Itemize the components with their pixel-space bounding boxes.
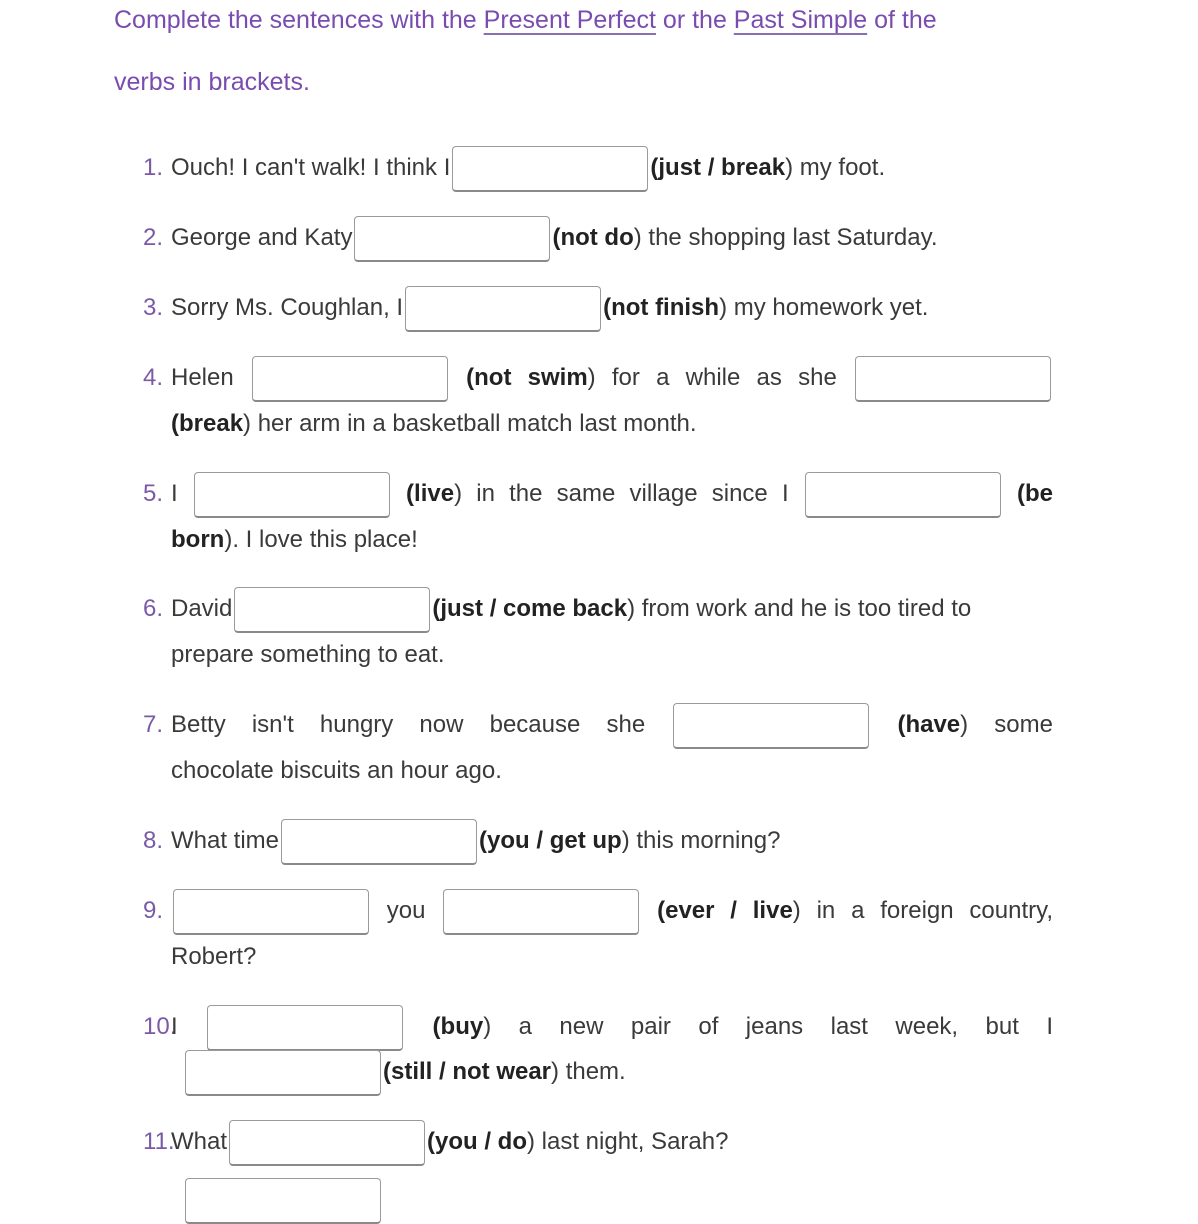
sentence-text: David: [171, 595, 233, 622]
sentence-text: Sorry Ms. Coughlan, I: [171, 294, 404, 321]
sentence-text: Ouch! I can't walk! I think I: [171, 154, 451, 181]
answer-input[interactable]: [185, 1178, 381, 1224]
sentence-text: What: [171, 1128, 228, 1155]
answer-input[interactable]: [185, 1050, 381, 1096]
sentence-text: George and Katy: [171, 224, 353, 251]
sentence-line: [171, 585, 1053, 633]
sentence-line: [171, 1118, 1053, 1166]
sentence-line: [171, 284, 1053, 332]
sentence-text: ) in the same village since I: [454, 480, 803, 507]
sentence-text: What time: [171, 827, 280, 854]
verb-hint: (buy: [405, 1013, 484, 1040]
sentence-line: [171, 214, 1053, 262]
sentence-line: [171, 631, 1053, 679]
item-number: 1.: [143, 154, 164, 181]
instructions-line2: verbs in brackets.: [114, 68, 310, 96]
answer-input[interactable]: [229, 1120, 425, 1166]
sentence-text: ) from work and he is too tired to: [627, 595, 972, 622]
answer-input[interactable]: [855, 356, 1051, 402]
sentence-text: Robert?: [171, 943, 257, 970]
sentence-line: [171, 933, 1053, 981]
answer-input[interactable]: [207, 1005, 403, 1051]
answer-input[interactable]: [252, 356, 448, 402]
item-number: 3.: [143, 294, 164, 321]
answer-input[interactable]: [805, 472, 1001, 518]
sentence-text: ) last night, Sarah?: [527, 1128, 729, 1155]
sentence-text: I: [171, 480, 192, 507]
sentence-text: ) this morning?: [621, 827, 781, 854]
sentence-line: [171, 400, 1053, 448]
sentence-text: you: [371, 897, 442, 924]
instr-text: of the: [867, 6, 937, 34]
sentence-line: [171, 144, 1053, 192]
answer-input[interactable]: [194, 472, 390, 518]
answer-input[interactable]: [354, 216, 550, 262]
sentence-text: prepare something to eat.: [171, 641, 445, 668]
verb-hint: (you / do: [427, 1128, 527, 1155]
sentence-text: ) some: [960, 711, 1053, 738]
item-number: 7.: [143, 711, 164, 738]
verb-hint: (not swim: [449, 364, 588, 391]
item-number: 2.: [143, 224, 164, 251]
verb-hint: (not finish: [603, 294, 720, 321]
sentence-text: ) a new pair of jeans last week, but I: [483, 1013, 1053, 1040]
sentence-text: Helen: [171, 364, 250, 391]
verb-hint: (you / get up: [479, 827, 622, 854]
sentence-text: ) for a while as she: [587, 364, 854, 391]
sentence-line: [183, 1176, 1065, 1224]
sentence-text: ) them.: [551, 1058, 626, 1085]
answer-input[interactable]: [234, 587, 430, 633]
verb-hint: born: [171, 526, 225, 553]
verb-hint: (ever / live: [641, 897, 793, 924]
sentence-line: [171, 516, 1053, 564]
instr-text: Complete the sentences with the: [114, 6, 484, 34]
sentence-line: [171, 1003, 1053, 1051]
item-number: 11.: [143, 1128, 175, 1155]
past-simple-link[interactable]: Past Simple: [733, 6, 868, 34]
sentence-text: ) my foot.: [785, 154, 886, 181]
answer-input[interactable]: [452, 146, 648, 192]
sentence-line: [171, 354, 1053, 402]
answer-input[interactable]: [281, 819, 477, 865]
sentence-text: ) my homework yet.: [719, 294, 929, 321]
verb-hint: (live: [391, 480, 455, 507]
answer-input[interactable]: [405, 286, 601, 332]
answer-input[interactable]: [173, 889, 369, 935]
answer-input[interactable]: [673, 703, 869, 749]
sentence-text: ) in a foreign country,: [792, 897, 1054, 924]
verb-hint: (be: [1002, 480, 1053, 507]
sentence-text: ) the shopping last Saturday.: [633, 224, 938, 251]
sentence-line: [171, 470, 1053, 518]
instr-text: or the: [655, 6, 734, 34]
verb-hint: (not do: [552, 224, 634, 251]
verb-hint: (just / come back: [432, 595, 628, 622]
sentence-line: [171, 817, 1053, 865]
sentence-line: [171, 887, 1053, 935]
instructions: [114, 6, 937, 35]
sentence-line: [171, 747, 1053, 795]
sentence-line: [171, 701, 1053, 749]
sentence-text: Betty isn't hungry now because she: [171, 711, 672, 738]
item-number: 8.: [143, 827, 164, 854]
sentence-line: [183, 1048, 1065, 1096]
sentence-text: ) her arm in a basketball match last month.: [243, 410, 697, 437]
item-number: 10.: [143, 1013, 177, 1040]
sentence-text: chocolate biscuits an hour ago.: [171, 757, 502, 784]
item-number: 5.: [143, 480, 164, 507]
item-number: 6.: [143, 595, 164, 622]
verb-hint: (have: [871, 711, 961, 738]
present-perfect-link[interactable]: Present Perfect: [483, 6, 656, 34]
verb-hint: (still / not wear: [383, 1058, 552, 1085]
sentence-text: I: [171, 1013, 206, 1040]
item-number: 4.: [143, 364, 164, 391]
answer-input[interactable]: [443, 889, 639, 935]
sentence-text: ). I love this place!: [224, 526, 418, 553]
verb-hint: (just / break: [650, 154, 786, 181]
verb-hint: (break: [171, 410, 244, 437]
item-number: 9.: [143, 897, 164, 924]
